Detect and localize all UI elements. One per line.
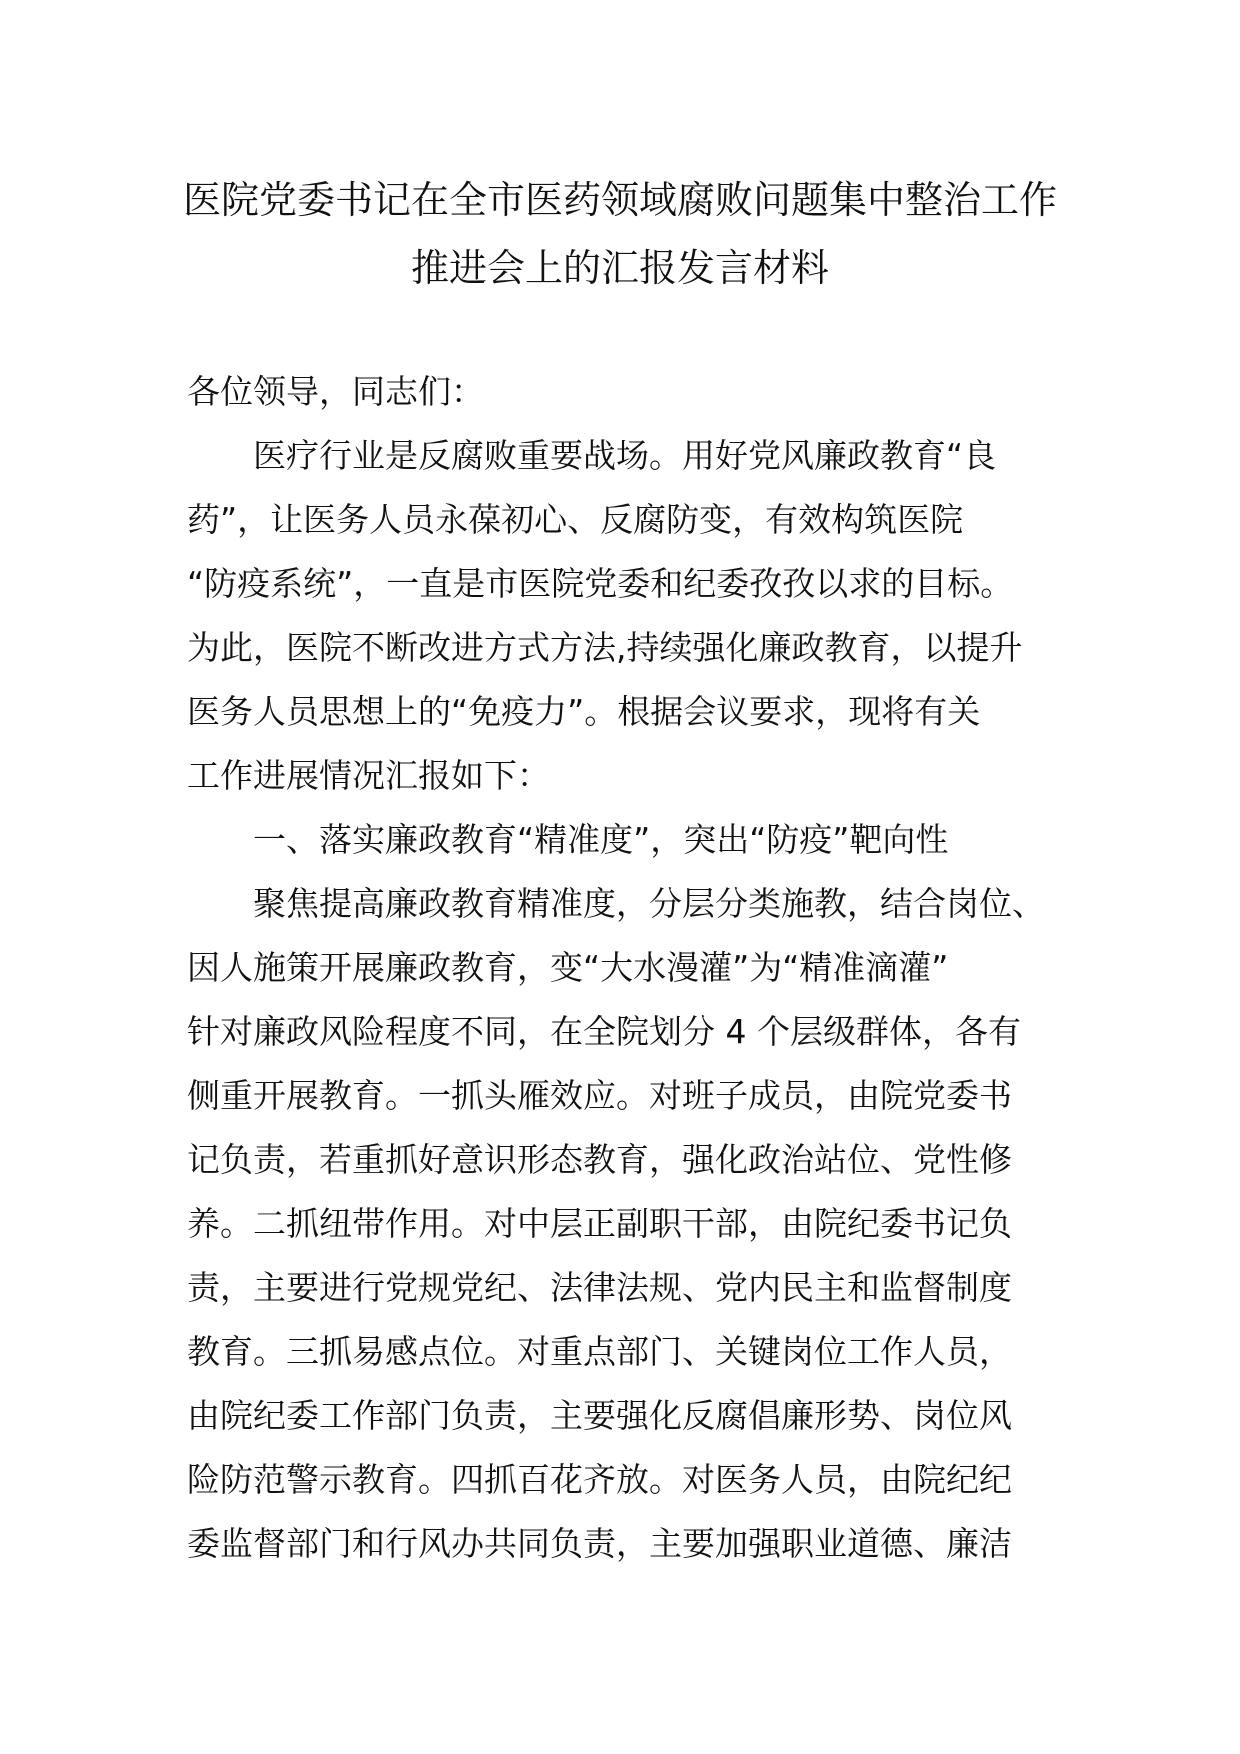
paragraph-line: 针对廉政风险程度不同，在全院划分 4 个层级群体，各有 <box>187 1012 1021 1051</box>
section-heading: 一、落实廉政教育“精准度”，突出“防疫”靶向性 <box>253 820 949 859</box>
paragraph-line: 由院纪委工作部门负责，主要强化反腐倡廉形势、岗位风 <box>187 1396 1012 1435</box>
paragraph-line: 医务人员思想上的“免疫力”。根据会议要求，现将有关 <box>187 692 981 731</box>
paragraph-line: 聚焦提高廉政教育精准度，分层分类施教，结合岗位、 <box>253 884 1045 923</box>
paragraph-line: 医疗行业是反腐败重要战场。用好党风廉政教育“良 <box>253 436 997 475</box>
document-title <box>150 166 1090 302</box>
paragraph-line: 药”，让医务人员永葆初心、反腐防变，有效构筑医院 <box>187 500 964 539</box>
paragraph-line: 侧重开展教育。一抓头雁效应。对班子成员，由院党委书 <box>187 1076 1012 1115</box>
paragraph-line: 记负责，若重抓好意识形态教育，强化政治站位、党性修 <box>187 1140 1012 1179</box>
paragraph-line: 责，主要进行党规党纪、法律法规、党内民主和监督制度 <box>187 1268 1012 1307</box>
title-line-2: 推进会上的汇报发言材料 <box>410 246 829 290</box>
paragraph-line: 委监督部门和行风办共同负责，主要加强职业道德、廉洁 <box>187 1524 1012 1563</box>
paragraph-line: “防疫系统”，一直是市医院党委和纪委孜孜以求的目标。 <box>187 564 1014 603</box>
paragraph-line: 养。二抓纽带作用。对中层正副职干部，由院纪委书记负 <box>187 1204 1012 1243</box>
paragraph-line: 为此，医院不断改进方式方法,持续强化廉政教育，以提升 <box>187 628 1023 667</box>
greeting: 各位领导，同志们： <box>187 372 484 411</box>
paragraph-line: 险防范警示教育。四抓百花齐放。对医务人员，由院纪纪 <box>187 1460 1012 1499</box>
document-body <box>187 360 1067 1576</box>
title-line-1: 医院党委书记在全市医药领域腐败问题集中整治工作 <box>182 178 1057 222</box>
paragraph-line: 因人施策开展廉政教育，变“大水漫灌”为“精准滴灌” <box>187 948 949 987</box>
paragraph-intro <box>187 424 1067 808</box>
paragraph-section1 <box>187 872 1067 1576</box>
paragraph-line: 工作进展情况汇报如下： <box>187 756 550 795</box>
paragraph-line: 教育。三抓易感点位。对重点部门、关键岗位工作人员， <box>187 1332 1012 1371</box>
